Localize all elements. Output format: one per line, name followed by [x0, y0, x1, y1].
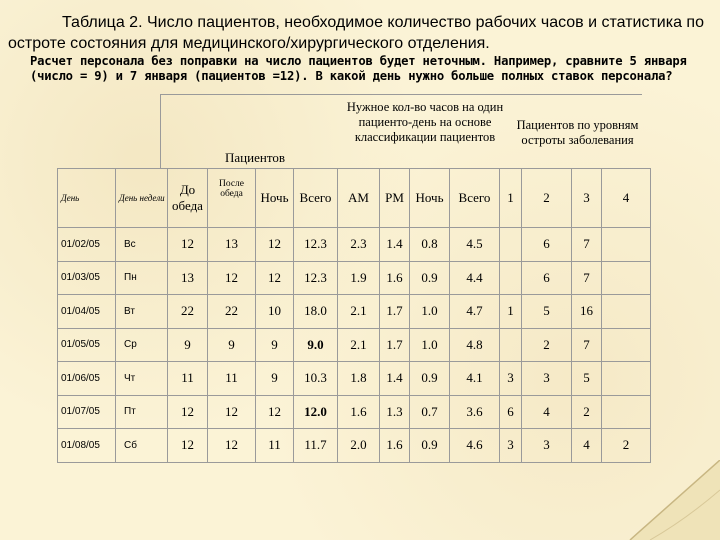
value-cell: 10 — [256, 295, 294, 329]
value-cell: 4.1 — [450, 362, 500, 396]
value-cell: 11 — [256, 429, 294, 463]
value-cell: 12 — [168, 228, 208, 262]
value-cell — [500, 261, 522, 295]
table-row — [58, 228, 651, 262]
slide-title: Таблица 2. Число пациентов, необходимое количество рабочих часов и статистика по остроте состояния для медицинского/хирургического отделения. — [8, 14, 704, 52]
table-row — [58, 295, 651, 329]
value-cell: 7 — [572, 261, 602, 295]
value-cell: 9.0 — [294, 328, 338, 362]
value-cell: 12 — [208, 261, 256, 295]
header-top-border — [160, 94, 642, 95]
value-cell: 12.3 — [294, 261, 338, 295]
column-header: Ночь — [256, 169, 294, 228]
value-cell: 4.4 — [450, 261, 500, 295]
column-header: 3 — [572, 169, 602, 228]
value-cell: 5 — [522, 295, 572, 329]
hours-group-header: Нужное кол-во часов на один пациенто-день на основе классификации пациентов — [346, 100, 504, 144]
value-cell: 10.3 — [294, 362, 338, 396]
value-cell: 1.4 — [380, 228, 410, 262]
value-cell — [500, 228, 522, 262]
weekday-cell: Вс — [116, 228, 168, 262]
value-cell: 6 — [500, 395, 522, 429]
value-cell: 4 — [522, 395, 572, 429]
value-cell: 2.1 — [338, 295, 380, 329]
column-header: День — [58, 169, 116, 228]
column-header: 4 — [602, 169, 651, 228]
value-cell: 1.6 — [380, 261, 410, 295]
value-cell: 16 — [572, 295, 602, 329]
value-cell: 11.7 — [294, 429, 338, 463]
value-cell: 5 — [572, 362, 602, 396]
value-cell: 12 — [208, 429, 256, 463]
value-cell: 0.9 — [410, 429, 450, 463]
date-cell: 01/08/05 — [58, 429, 116, 463]
value-cell: 22 — [208, 295, 256, 329]
column-header: AM — [338, 169, 380, 228]
column-header: PM — [380, 169, 410, 228]
value-cell: 1.8 — [338, 362, 380, 396]
weekday-cell: Пт — [116, 395, 168, 429]
value-cell: 2.3 — [338, 228, 380, 262]
column-header: Всего — [294, 169, 338, 228]
column-header: 1 — [500, 169, 522, 228]
value-cell: 22 — [168, 295, 208, 329]
header-left-border — [160, 94, 161, 168]
value-cell — [602, 261, 651, 295]
column-header: День недели — [116, 169, 168, 228]
value-cell — [602, 328, 651, 362]
value-cell: 12 — [208, 395, 256, 429]
value-cell: 12 — [256, 395, 294, 429]
value-cell: 4.5 — [450, 228, 500, 262]
value-cell: 9 — [256, 328, 294, 362]
value-cell: 0.8 — [410, 228, 450, 262]
value-cell: 1 — [500, 295, 522, 329]
column-header: 2 — [522, 169, 572, 228]
value-cell: 13 — [208, 228, 256, 262]
value-cell: 4.6 — [450, 429, 500, 463]
column-header: После обеда — [208, 169, 256, 228]
value-cell: 6 — [522, 261, 572, 295]
column-header: Ночь — [410, 169, 450, 228]
weekday-cell: Вт — [116, 295, 168, 329]
weekday-cell: Ср — [116, 328, 168, 362]
value-cell: 7 — [572, 228, 602, 262]
value-cell: 3 — [500, 429, 522, 463]
value-cell: 4 — [572, 429, 602, 463]
value-cell: 1.7 — [380, 295, 410, 329]
date-cell: 01/03/05 — [58, 261, 116, 295]
page-curl-decoration — [590, 460, 720, 540]
value-cell: 6 — [522, 228, 572, 262]
weekday-cell: Пн — [116, 261, 168, 295]
value-cell: 0.9 — [410, 362, 450, 396]
value-cell: 12 — [256, 228, 294, 262]
value-cell: 2 — [522, 328, 572, 362]
column-header: Всего — [450, 169, 500, 228]
table-row — [58, 261, 651, 295]
value-cell — [602, 395, 651, 429]
weekday-cell: Сб — [116, 429, 168, 463]
value-cell: 0.9 — [410, 261, 450, 295]
value-cell: 12 — [168, 395, 208, 429]
value-cell: 1.3 — [380, 395, 410, 429]
table-row — [58, 362, 651, 396]
value-cell: 1.7 — [380, 328, 410, 362]
value-cell: 9 — [208, 328, 256, 362]
value-cell: 1.6 — [338, 395, 380, 429]
value-cell: 3 — [522, 362, 572, 396]
value-cell: 3 — [500, 362, 522, 396]
date-cell: 01/02/05 — [58, 228, 116, 262]
value-cell: 3 — [522, 429, 572, 463]
value-cell: 1.0 — [410, 295, 450, 329]
value-cell: 12.3 — [294, 228, 338, 262]
value-cell — [602, 295, 651, 329]
column-header: До обеда — [168, 169, 208, 228]
value-cell — [500, 328, 522, 362]
table-row — [58, 429, 651, 463]
value-cell: 9 — [256, 362, 294, 396]
value-cell: 12.0 — [294, 395, 338, 429]
value-cell: 1.4 — [380, 362, 410, 396]
acuity-group-header: Пациентов по уровням остроты заболевания — [516, 118, 639, 147]
value-cell — [602, 228, 651, 262]
table-header-row — [58, 169, 651, 228]
value-cell: 11 — [208, 362, 256, 396]
slide-note: Расчет персонала без поправки на число пациентов будет неточным. Например, сравните 5 января (число = 9) и 7 января (пациентов =12). В какой день нужно больше полных ставок персонала? — [30, 54, 687, 83]
patients-group-header: Пациентов — [225, 150, 285, 165]
value-cell: 13 — [168, 261, 208, 295]
date-cell: 01/06/05 — [58, 362, 116, 396]
value-cell: 4.7 — [450, 295, 500, 329]
value-cell: 9 — [168, 328, 208, 362]
value-cell: 2.1 — [338, 328, 380, 362]
value-cell: 12 — [168, 429, 208, 463]
table-row — [58, 328, 651, 362]
value-cell: 2 — [602, 429, 651, 463]
value-cell: 4.8 — [450, 328, 500, 362]
value-cell — [602, 362, 651, 396]
patients-table — [57, 168, 651, 463]
value-cell: 1.0 — [410, 328, 450, 362]
date-cell: 01/07/05 — [58, 395, 116, 429]
value-cell: 7 — [572, 328, 602, 362]
value-cell: 1.9 — [338, 261, 380, 295]
value-cell: 11 — [168, 362, 208, 396]
value-cell: 12 — [256, 261, 294, 295]
date-cell: 01/05/05 — [58, 328, 116, 362]
value-cell: 1.6 — [380, 429, 410, 463]
value-cell: 18.0 — [294, 295, 338, 329]
value-cell: 0.7 — [410, 395, 450, 429]
value-cell: 3.6 — [450, 395, 500, 429]
date-cell: 01/04/05 — [58, 295, 116, 329]
value-cell: 2.0 — [338, 429, 380, 463]
weekday-cell: Чт — [116, 362, 168, 396]
value-cell: 2 — [572, 395, 602, 429]
table-row — [58, 395, 651, 429]
